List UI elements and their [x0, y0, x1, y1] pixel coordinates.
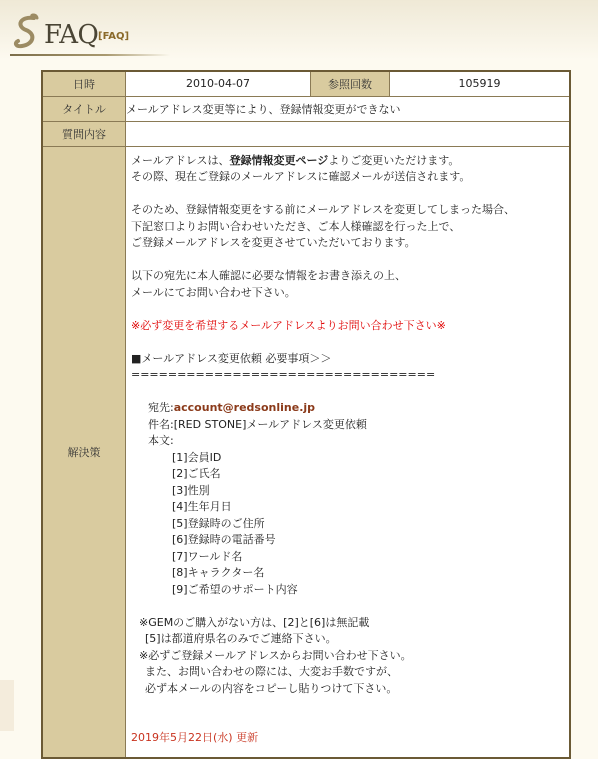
profile-edit-link[interactable]: 登録情報変更ページ	[229, 153, 329, 167]
views-label: 参照回数	[311, 71, 390, 96]
solution-line1	[131, 153, 564, 170]
body-item: [2]ご氏名	[172, 467, 221, 480]
header-divider	[10, 54, 170, 56]
faq-table	[41, 70, 571, 759]
body-item: [6]登録時の電話番号	[172, 533, 276, 546]
subject-line: 件名:[RED STONE]メールアドレス変更依頼	[148, 417, 367, 431]
body-item: [9]ご希望のサポート内容	[172, 582, 298, 596]
solution-line2: その際、現在ご登録のメールアドレスに確認メールが送信されます。	[131, 170, 471, 183]
title-label: タイトル	[42, 96, 126, 121]
date-label: 日時	[42, 71, 126, 96]
solution-label: 解決策	[42, 146, 126, 758]
solution-content	[126, 146, 571, 758]
question-value	[126, 121, 571, 146]
body-item: [7]ワールド名	[172, 549, 243, 563]
to-line	[131, 400, 564, 417]
faq-title: FAQ	[44, 20, 99, 50]
para2-line: 下記窓口よりお問い合わせいただき、ご本人様確認を行った上で、	[131, 219, 461, 233]
line1-pre: メールアドレスは、	[131, 153, 230, 167]
question-row	[42, 121, 570, 146]
to-label: 宛先:	[148, 401, 174, 414]
faq-subtitle: [FAQ]	[98, 31, 130, 42]
body-item: [3]性別	[172, 483, 210, 497]
body-item: [1]会員ID	[172, 450, 222, 464]
body-item: [5]登録時のご住所	[172, 516, 265, 530]
faq-header	[10, 12, 180, 56]
views-value: 105919	[390, 71, 571, 96]
updated-date: 2019年5月22日(水) 更新	[131, 731, 259, 744]
title-value: メールアドレス変更等により、登録情報変更ができない	[126, 96, 571, 121]
question-label: 質問内容	[42, 121, 126, 146]
body-label: 本文:	[148, 434, 174, 447]
note-line: ※必ずご登録メールアドレスからお問い合わせ下さい。	[139, 648, 412, 662]
note-line: [5]は都道府県名のみでご連絡下さい。	[145, 632, 337, 645]
para3-line: メールにてお問い合わせ下さい。	[131, 285, 296, 299]
warning-text: ※必ず変更を希望するメールアドレスよりお問い合わせ下さい※	[131, 318, 446, 332]
body-item: [4]生年月日	[172, 500, 232, 513]
para3-line: 以下の宛先に本人確認に必要な情報をお書き添えの上、	[131, 269, 406, 282]
note-line: ※GEMのご購入がない方は、[2]と[6]は無記載	[139, 615, 370, 629]
email-link[interactable]: account@redsonline.jp	[173, 401, 316, 414]
date-row	[42, 71, 570, 96]
note-line: また、お問い合わせの際には、大変お手数ですが、	[145, 665, 398, 678]
body-item: [8]キャラクター名	[172, 566, 265, 579]
left-decoration	[0, 680, 14, 731]
date-value: 2010-04-07	[126, 71, 311, 96]
para2-line: そのため、登録情報変更をする前にメールアドレスを変更してしまった場合、	[131, 203, 516, 216]
solution-row	[42, 146, 570, 758]
line1-post: よりご変更いただけます。	[328, 153, 460, 167]
para2-line: ご登録メールアドレスを変更させていただいております。	[131, 236, 416, 249]
swirl-logo-icon	[10, 12, 44, 52]
note-line: 必ず本メールの内容をコピーし貼りつけて下さい。	[145, 681, 398, 695]
title-row	[42, 96, 570, 121]
request-heading: ■メールアドレス変更依頼 必要事項＞＞=================================	[131, 351, 436, 381]
